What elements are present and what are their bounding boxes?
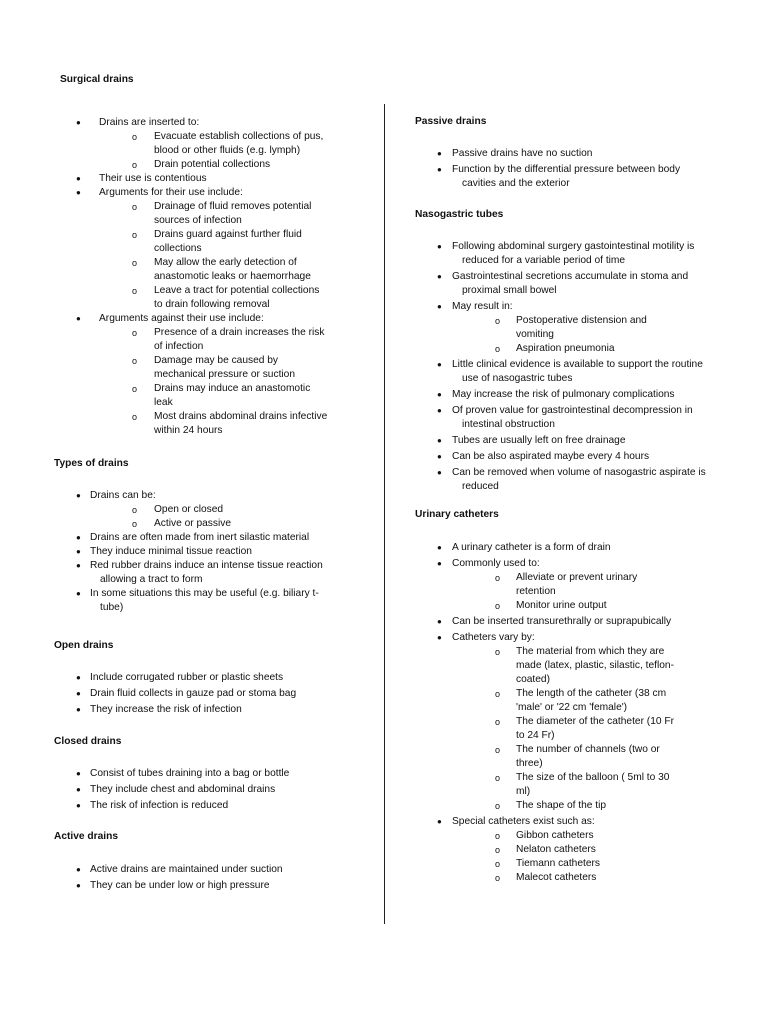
passive-drains-heading: Passive drains	[415, 116, 487, 127]
list-item-text: The risk of infection is reduced	[90, 800, 229, 811]
circle-bullet-icon: o	[132, 519, 138, 529]
list-item-text: A urinary catheter is a form of drain	[452, 542, 611, 553]
bullet-icon: ●	[437, 165, 442, 174]
open-drains-list	[54, 671, 354, 717]
list-item-text: Of proven value for gastrointestinal decompression in intestinal obstruction	[452, 405, 693, 430]
sub-list-item-text: The number of channels (two or three)	[516, 744, 660, 769]
sub-list-item	[54, 410, 354, 438]
bullet-icon: ●	[437, 559, 442, 568]
list-item-text: They induce minimal tissue reaction	[90, 546, 252, 557]
sub-list-item-text: Monitor urine output	[516, 600, 607, 611]
list-item	[415, 434, 725, 448]
sub-list-item	[54, 158, 354, 172]
list-item-text: They include chest and abdominal drains	[90, 784, 276, 795]
circle-bullet-icon: o	[495, 717, 501, 727]
list-item	[415, 147, 725, 161]
list-item	[415, 450, 725, 464]
list-item	[415, 163, 725, 191]
list-item	[54, 559, 354, 587]
sub-list-item-text: May allow the early detection of anastomotic leaks or haemorrhage	[154, 257, 311, 282]
list-item-text: Drain fluid collects in gauze pad or stoma bag	[90, 688, 297, 699]
list-item-text: Red rubber drains induce an intense tissue reaction allowing a tract to form	[90, 560, 323, 585]
urinary-catheters-heading: Urinary catheters	[415, 509, 499, 520]
circle-bullet-icon: o	[132, 286, 138, 296]
sub-list	[54, 200, 354, 312]
bullet-icon: ●	[437, 302, 442, 311]
sub-list-item	[415, 599, 725, 613]
sub-list-item	[54, 200, 354, 228]
list-item	[415, 541, 725, 555]
document-title: Surgical drains	[60, 74, 134, 85]
list-item-text: Active drains are maintained under suction	[90, 864, 283, 875]
sub-list-item-text: Drains guard against further fluid collections	[154, 229, 302, 254]
list-item	[415, 631, 725, 813]
sub-list-item	[54, 382, 354, 410]
bullet-icon: ●	[437, 436, 442, 445]
list-item	[415, 300, 725, 356]
column-divider	[384, 104, 385, 924]
circle-bullet-icon: o	[132, 356, 138, 366]
bullet-icon: ●	[76, 589, 81, 598]
open-drains-heading: Open drains	[54, 640, 114, 651]
circle-bullet-icon: o	[132, 202, 138, 212]
circle-bullet-icon: o	[495, 859, 501, 869]
bullet-icon: ●	[76, 491, 81, 500]
bullet-icon: ●	[437, 452, 442, 461]
list-item-text: May increase the risk of pulmonary complications	[452, 389, 675, 400]
sub-list-item	[415, 715, 725, 743]
bullet-icon: ●	[437, 633, 442, 642]
sub-list-item-text: Leave a tract for potential collections to drain following removal	[154, 285, 320, 310]
sub-list-item	[54, 326, 354, 354]
sub-list-item-text: Tiemann catheters	[516, 858, 600, 869]
bullet-icon: ●	[76, 769, 81, 778]
sub-list	[415, 645, 725, 813]
bullet-icon: ●	[76, 881, 81, 890]
list-item	[54, 172, 354, 186]
list-item-text: Commonly used to:	[452, 558, 540, 569]
circle-bullet-icon: o	[495, 689, 501, 699]
sub-list-item-text: Gibbon catheters	[516, 830, 594, 841]
list-item-text: Following abdominal surgery gastointestinal motility is reduced for a variable period of time	[452, 241, 695, 266]
circle-bullet-icon: o	[495, 316, 501, 326]
sub-list-item-text: The size of the balloon ( 5ml to 30 ml)	[516, 772, 670, 797]
sub-list-item-text: The length of the catheter (38 cm 'male' or '22 cm 'female')	[516, 688, 667, 713]
circle-bullet-icon: o	[495, 801, 501, 811]
list-item-text: Their use is contentious	[99, 173, 207, 184]
sub-list-item	[54, 130, 354, 158]
sub-list-item-text: Active or passive	[154, 518, 232, 529]
sub-list-item	[415, 743, 725, 771]
circle-bullet-icon: o	[132, 258, 138, 268]
list-item-text: Can be inserted transurethrally or suprapubically	[452, 616, 672, 627]
circle-bullet-icon: o	[495, 745, 501, 755]
bullet-icon: ●	[76, 561, 81, 570]
bullet-icon: ●	[76, 865, 81, 874]
circle-bullet-icon: o	[132, 160, 138, 170]
bullet-icon: ●	[76, 314, 81, 323]
sub-list-item-text: Presence of a drain increases the risk of infection	[154, 327, 325, 352]
circle-bullet-icon: o	[495, 647, 501, 657]
active-drains-heading: Active drains	[54, 831, 118, 842]
bullet-icon: ●	[437, 817, 442, 826]
bullet-icon: ●	[76, 118, 81, 127]
bullet-icon: ●	[437, 149, 442, 158]
sub-list-item-text: Postoperative distension and vomiting	[516, 315, 647, 340]
sub-list-item	[415, 342, 725, 356]
passive-drains-list	[415, 147, 725, 191]
circle-bullet-icon: o	[132, 328, 138, 338]
sub-list-item	[54, 228, 354, 256]
list-item-text: Catheters vary by:	[452, 632, 535, 643]
list-item	[54, 687, 354, 701]
bullet-icon: ●	[76, 673, 81, 682]
circle-bullet-icon: o	[132, 132, 138, 142]
sub-list	[415, 829, 725, 885]
sub-list-item-text: The material from which they are made (latex, plastic, silastic, teflon-coated)	[516, 646, 674, 685]
bullet-icon: ●	[437, 617, 442, 626]
bullet-icon: ●	[76, 689, 81, 698]
list-item-text: Special catheters exist such as:	[452, 816, 595, 827]
sub-list-item-text: Alleviate or prevent urinary retention	[516, 572, 638, 597]
list-item	[54, 587, 354, 615]
circle-bullet-icon: o	[132, 412, 138, 422]
bullet-icon: ●	[76, 785, 81, 794]
sub-list-item	[415, 843, 725, 857]
list-item	[415, 270, 725, 298]
bullet-icon: ●	[437, 242, 442, 251]
bullet-icon: ●	[437, 390, 442, 399]
list-item	[54, 863, 354, 877]
sub-list	[54, 326, 354, 438]
sub-list-item	[415, 829, 725, 843]
sub-list-item-text: The diameter of the catheter (10 Fr to 24 Fr)	[516, 716, 674, 741]
list-item-text: Arguments against their use include:	[99, 313, 264, 324]
sub-list-item	[415, 857, 725, 871]
sub-list-item	[54, 284, 354, 312]
list-item	[54, 799, 354, 813]
list-item	[54, 186, 354, 312]
sub-list-item-text: Damage may be caused by mechanical pressure or suction	[154, 355, 295, 380]
sub-list-item	[415, 571, 725, 599]
list-item	[54, 312, 354, 438]
closed-drains-heading: Closed drains	[54, 736, 122, 747]
list-item-text: Passive drains have no suction	[452, 148, 593, 159]
list-item	[54, 767, 354, 781]
bullet-icon: ●	[76, 547, 81, 556]
list-item	[54, 671, 354, 685]
sub-list-item	[415, 314, 725, 342]
sub-list-item-text: Aspiration pneumonia	[516, 343, 615, 354]
types-list	[54, 489, 354, 615]
closed-drains-list	[54, 767, 354, 813]
list-item-text: Little clinical evidence is available to support the routine use of nasogastric tubes	[452, 359, 703, 384]
list-item-text: Gastrointestinal secretions accumulate in stoma and proximal small bowel	[452, 271, 689, 296]
bullet-icon: ●	[437, 406, 442, 415]
list-item-text: They can be under low or high pressure	[90, 880, 270, 891]
list-item	[415, 388, 725, 402]
sub-list-item	[54, 256, 354, 284]
circle-bullet-icon: o	[495, 601, 501, 611]
bullet-icon: ●	[437, 468, 442, 477]
list-item	[54, 531, 354, 545]
list-item	[415, 404, 725, 432]
sub-list	[415, 571, 725, 613]
list-item	[415, 466, 725, 494]
bullet-icon: ●	[76, 533, 81, 542]
circle-bullet-icon: o	[495, 831, 501, 841]
list-item	[54, 879, 354, 893]
sub-list-item	[415, 771, 725, 799]
circle-bullet-icon: o	[495, 573, 501, 583]
sub-list-item-text: Drainage of fluid removes potential sources of infection	[154, 201, 312, 226]
types-heading: Types of drains	[54, 458, 129, 469]
list-item-text: Tubes are usually left on free drainage	[452, 435, 626, 446]
bullet-icon: ●	[76, 188, 81, 197]
sub-list-item-text: Open or closed	[154, 504, 224, 515]
nasogastric-list	[415, 240, 725, 494]
bullet-icon: ●	[76, 174, 81, 183]
circle-bullet-icon: o	[495, 773, 501, 783]
list-item-text: Consist of tubes draining into a bag or bottle	[90, 768, 290, 779]
sub-list-item	[415, 687, 725, 715]
list-item-text: May result in:	[452, 301, 513, 312]
sub-list-item-text: Most drains abdominal drains infective within 24 hours	[154, 411, 328, 436]
bullet-icon: ●	[437, 543, 442, 552]
list-item	[54, 783, 354, 797]
circle-bullet-icon: o	[495, 845, 501, 855]
list-item-text: Include corrugated rubber or plastic sheets	[90, 672, 284, 683]
bullet-icon: ●	[437, 360, 442, 369]
list-item	[415, 240, 725, 268]
sub-list-item	[415, 799, 725, 813]
sub-list-item	[54, 354, 354, 382]
urinary-catheters-list	[415, 541, 725, 885]
sub-list-item	[415, 645, 725, 687]
sub-list-item-text: The shape of the tip	[516, 800, 607, 811]
list-item-text: Drains are inserted to:	[99, 117, 200, 128]
list-item	[415, 358, 725, 386]
sub-list-item-text: Evacuate establish collections of pus, blood or other fluids (e.g. lymph)	[154, 131, 324, 156]
sub-list-item-text: Nelaton catheters	[516, 844, 596, 855]
list-item-text: Arguments for their use include:	[99, 187, 243, 198]
active-drains-list	[54, 863, 354, 893]
sub-list-item	[415, 871, 725, 885]
sub-list-item	[54, 517, 354, 531]
list-item	[415, 557, 725, 613]
list-item	[54, 703, 354, 717]
list-item	[415, 615, 725, 629]
sub-list	[415, 314, 725, 356]
circle-bullet-icon: o	[495, 873, 501, 883]
list-item	[54, 545, 354, 559]
list-item	[415, 815, 725, 885]
sub-list-item-text: Malecot catheters	[516, 872, 597, 883]
nasogastric-heading: Nasogastric tubes	[415, 209, 504, 220]
sub-list-item-text: Drain potential collections	[154, 159, 271, 170]
list-item	[54, 489, 354, 531]
sub-list	[54, 503, 354, 531]
list-item-text: Can be also aspirated maybe every 4 hours	[452, 451, 650, 462]
circle-bullet-icon: o	[132, 505, 138, 515]
list-item-text: Function by the differential pressure between body cavities and the exterior	[452, 164, 681, 189]
intro-list	[54, 116, 354, 438]
sub-list-item-text: Drains may induce an anastomotic leak	[154, 383, 311, 408]
list-item	[54, 116, 354, 172]
list-item-text: Drains can be:	[90, 490, 156, 501]
bullet-icon: ●	[76, 801, 81, 810]
list-item-text: They increase the risk of infection	[90, 704, 242, 715]
bullet-icon: ●	[76, 705, 81, 714]
bullet-icon: ●	[437, 272, 442, 281]
sub-list	[54, 130, 354, 172]
list-item-text: Can be removed when volume of nasogastric aspirate is reduced	[452, 467, 706, 492]
list-item-text: Drains are often made from inert silastic material	[90, 532, 310, 543]
sub-list-item	[54, 503, 354, 517]
circle-bullet-icon: o	[495, 344, 501, 354]
circle-bullet-icon: o	[132, 384, 138, 394]
list-item-text: In some situations this may be useful (e.g. biliary t-tube)	[90, 588, 319, 613]
circle-bullet-icon: o	[132, 230, 138, 240]
